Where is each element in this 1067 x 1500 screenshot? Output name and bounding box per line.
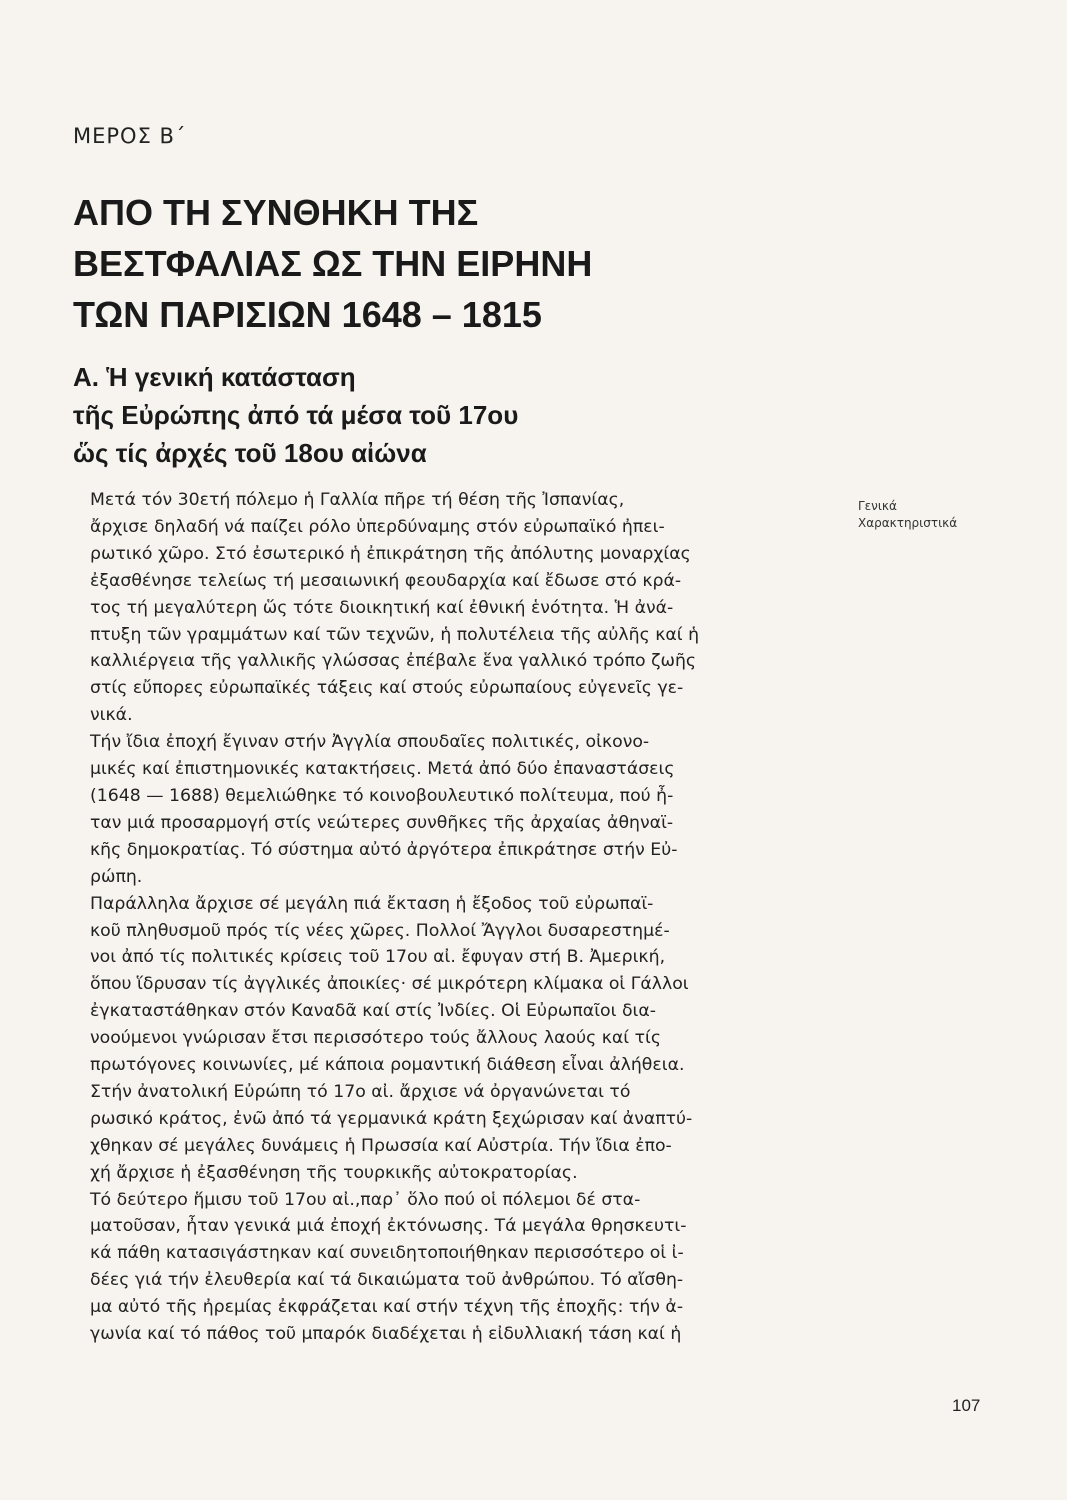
- section-title-line: τῆς Εὐρώπης ἀπό τά μέσα τοῦ 17ου: [73, 400, 519, 430]
- body-text: [90, 487, 812, 1348]
- body-line: ὅπου ἵδρυσαν τίς ἀγγλικές ἀποικίες· σέ μικρότερη κλίμακα οἱ Γάλλοι: [90, 974, 689, 995]
- chapter-title-line: ΑΠΟ ΤΗ ΣΥΝΘΗΚΗ ΤΗΣ: [73, 192, 479, 233]
- body-line: Παράλληλα ἄρχισε σέ μεγάλη πιά ἔκταση ἡ ἔξοδος τοῦ εὐρωπαϊ-: [90, 893, 654, 914]
- body-line: Στήν ἀνατολική Εὐρώπη τό 17ο αἰ. ἄρχισε νά ὀργανώνεται τό: [90, 1081, 631, 1102]
- body-line: καλλιέργεια τῆς γαλλικῆς γλώσσας ἐπέβαλε ἕνα γαλλικό τρόπο ζωῆς: [90, 651, 697, 672]
- body-line: χή ἄρχισε ἡ ἐξασθένηση τῆς τουρκικῆς αὐτοκρατορίας.: [90, 1162, 578, 1183]
- body-line: νοούμενοι γνώρισαν ἔτσι περισσότερο τούς ἄλλους λαούς καί τίς: [90, 1028, 662, 1049]
- body-line: ἐξασθένησε τελείως τή μεσαιωνική φεουδαρχία καί ἔδωσε στό κρά-: [90, 570, 682, 591]
- body-line: ρωσικό κράτος, ἐνῶ ἀπό τά γερμανικά κράτη ξεχώρισαν καί ἀναπτύ-: [90, 1108, 693, 1129]
- body-line: Τό δεύτερο ἥμισυ τοῦ 17ου αἰ.,παρ᾽ ὅλο πού οἱ πόλεμοι δέ στα-: [90, 1189, 641, 1210]
- body-line: στίς εὔπορες εὐρωπαϊκές τάξεις καί στούς εὐρωπαίους εὐγενεῖς γε-: [90, 678, 684, 699]
- body-line: Τήν ἴδια ἐποχή ἔγιναν στήν Ἀγγλία σπουδαῖες πολιτικές, οἰκονο-: [90, 732, 650, 753]
- chapter-title-line: ΒΕΣΤΦΑΛΙΑΣ ΩΣ ΤΗΝ ΕΙΡΗΝΗ: [73, 243, 593, 284]
- body-line: μα αὐτό τῆς ἠρεμίας ἐκφράζεται καί στήν τέχνη τῆς ἐποχῆς: τήν ἀ-: [90, 1297, 684, 1318]
- margin-note: [858, 498, 1008, 532]
- body-line: πρωτόγονες κοινωνίες, μέ κάποια ρομαντική διάθεση εἶναι ἀλήθεια.: [90, 1055, 685, 1076]
- chapter-title-line: ΤΩΝ ΠΑΡΙΣΙΩΝ 1648 – 1815: [73, 294, 542, 335]
- body-line: ματοῦσαν, ἦταν γενικά μιά ἐποχή ἐκτόνωσης. Τά μεγάλα θρησκευτι-: [90, 1216, 687, 1237]
- body-line: δέες γιά τήν ἐλευθερία καί τά δικαιώματα τοῦ ἀνθρώπου. Τό αἴσθη-: [90, 1270, 684, 1291]
- body-line: χθηκαν σέ μεγάλες δυνάμεις ἡ Πρωσσία καί Αὐστρία. Τήν ἴδια ἐπο-: [90, 1135, 672, 1156]
- section-title-line: ὥς τίς ἀρχές τοῦ 18ου αἰώνα: [73, 438, 427, 468]
- margin-note-line: Γενικά: [858, 499, 897, 513]
- section-title-line: Α. Ἡ γενική κατάσταση: [73, 362, 356, 392]
- body-line: μικές καί ἐπιστημονικές κατακτήσεις. Μετά ἀπό δύο ἐπαναστάσεις: [90, 759, 675, 780]
- body-line: τος τή μεγαλύτερη ὥς τότε διοικητική καί ἐθνική ἑνότητα. Ἡ ἀνά-: [90, 597, 674, 618]
- chapter-title: [73, 187, 693, 340]
- part-label: ΜΕΡΟΣ Β΄: [73, 124, 187, 148]
- page-number: 107: [952, 1396, 981, 1415]
- body-line: (1648 — 1688) θεμελιώθηκε τό κοινοβουλευτικό πολίτευμα, πού ἦ-: [90, 785, 674, 806]
- body-line: Μετά τόν 30ετή πόλεμο ἡ Γαλλία πῆρε τή θέση τῆς Ἰσπανίας,: [90, 490, 625, 510]
- body-line: ἐγκαταστάθηκαν στόν Καναδᾶ καί στίς Ἰνδίες. Οἱ Εὐρωπαῖοι δια-: [90, 1001, 657, 1022]
- body-line: πτυξη τῶν γραμμάτων καί τῶν τεχνῶν, ἡ πολυτέλεια τῆς αὐλῆς καί ἡ: [90, 624, 700, 645]
- body-line: ρώπη.: [90, 866, 143, 887]
- body-line: κῆς δημοκρατίας. Τό σύστημα αὐτό ἀργότερα ἐπικράτησε στήν Εὐ-: [90, 839, 678, 860]
- body-line: νικά.: [90, 705, 133, 726]
- margin-note-line: Χαρακτηριστικά: [858, 516, 958, 530]
- body-line: ρωτικό χῶρο. Στό ἐσωτερικό ἡ ἐπικράτηση τῆς ἀπόλυτης μοναρχίας: [90, 543, 691, 564]
- section-title: [73, 358, 693, 472]
- body-line: γωνία καί τό πάθος τοῦ μπαρόκ διαδέχεται ἡ εἰδυλλιακή τάση καί ἡ: [90, 1324, 682, 1345]
- body-line: νοι ἀπό τίς πολιτικές κρίσεις τοῦ 17ου αἰ. ἔφυγαν στή Β. Ἀμερική,: [90, 947, 666, 968]
- body-line: ταν μιά προσαρμογή στίς νεώτερες συνθῆκες τῆς ἀρχαίας ἀθηναϊ-: [90, 812, 674, 833]
- body-line: ἄρχισε δηλαδή νά παίζει ρόλο ὑπερδύναμης στόν εὐρωπαϊκό ἠπει-: [90, 516, 665, 537]
- body-line: κά πάθη κατασιγάστηκαν καί συνειδητοποιήθηκαν περισσότερο οἱ ἰ-: [90, 1243, 684, 1264]
- body-line: κοῦ πληθυσμοῦ πρός τίς νέες χῶρες. Πολλοί Ἄγγλοι δυσαρεστημέ-: [90, 920, 670, 941]
